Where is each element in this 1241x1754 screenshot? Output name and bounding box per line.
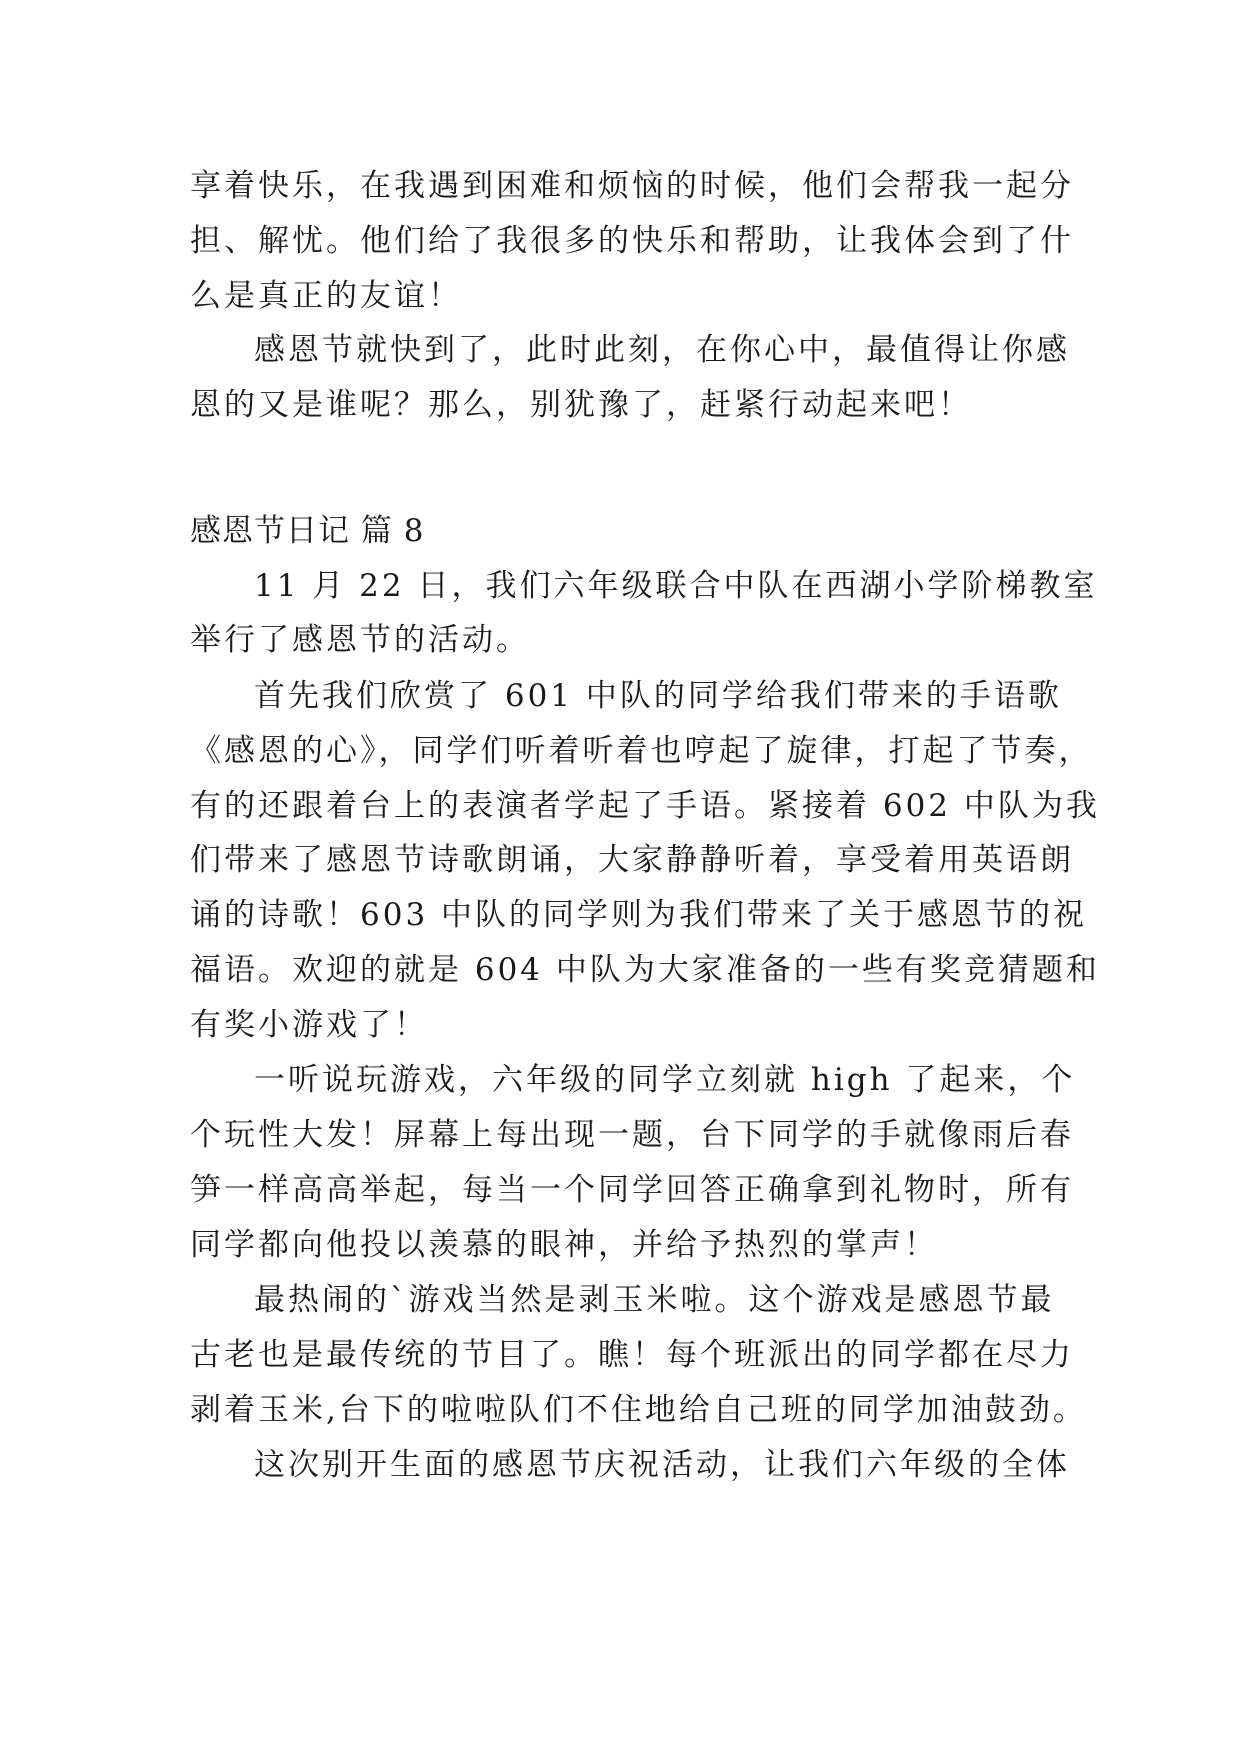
text-line: 感恩节就快到了，此时此刻，在你心中，最值得让你感 (254, 332, 1070, 368)
text-line: 个玩性大发！屏幕上每出现一题，台下同学的手就像雨后春 (190, 1117, 1074, 1153)
text-line: 有的还跟着台上的表演者学起了手语。紧接着 602 中队为我 (190, 788, 1100, 824)
text-line: 同学都向他投以羡慕的眼神，并给予热烈的掌声！ (190, 1227, 938, 1263)
text-line: 么是真正的友谊！ (190, 278, 462, 314)
text-line: 担、解忧。他们给了我很多的快乐和帮助，让我体会到了什 (190, 223, 1074, 259)
text-line: 这次别开生面的感恩节庆祝活动，让我们六年级的全体 (254, 1447, 1070, 1483)
text-line: 们带来了感恩节诗歌朗诵，大家静静听着，享受着用英语朗 (190, 842, 1074, 878)
text-line: 剥着玉米,台下的啦啦队们不住地给自己班的同学加油鼓劲。 (190, 1392, 1087, 1428)
text-line: 享着快乐，在我遇到困难和烦恼的时候，他们会帮我一起分 (190, 168, 1074, 204)
text-line: 有奖小游戏了！ (190, 1007, 428, 1043)
text-line: 古老也是最传统的节目了。瞧！每个班派出的同学都在尽力 (190, 1337, 1074, 1373)
section-heading: 感恩节日记 篇 8 (190, 513, 425, 549)
text-line: 《感恩的心》，同学们听着听着也哼起了旋律，打起了节奏， (190, 733, 1093, 769)
text-line: 恩的又是谁呢？那么，别犹豫了，赶紧行动起来吧！ (190, 387, 972, 423)
text-line: 福语。欢迎的就是 604 中队为大家准备的一些有奖竞猜题和 (190, 952, 1100, 988)
text-line: 11 月 22 日，我们六年级联合中队在西湖小学阶梯教室 (254, 568, 1098, 604)
text-line: 诵的诗歌！603 中队的同学则为我们带来了关于感恩节的祝 (190, 897, 1088, 933)
text-line: 笋一样高高举起，每当一个同学回答正确拿到礼物时，所有 (190, 1172, 1074, 1208)
text-line: 一听说玩游戏，六年级的同学立刻就 high 了起来，个 (254, 1062, 1076, 1098)
text-line: 举行了感恩节的活动。 (190, 622, 530, 658)
text-line: 首先我们欣赏了 601 中队的同学给我们带来的手语歌 (254, 678, 1062, 714)
text-line: 最热闹的`游戏当然是剥玉米啦。这个游戏是感恩节最 (254, 1282, 1055, 1318)
